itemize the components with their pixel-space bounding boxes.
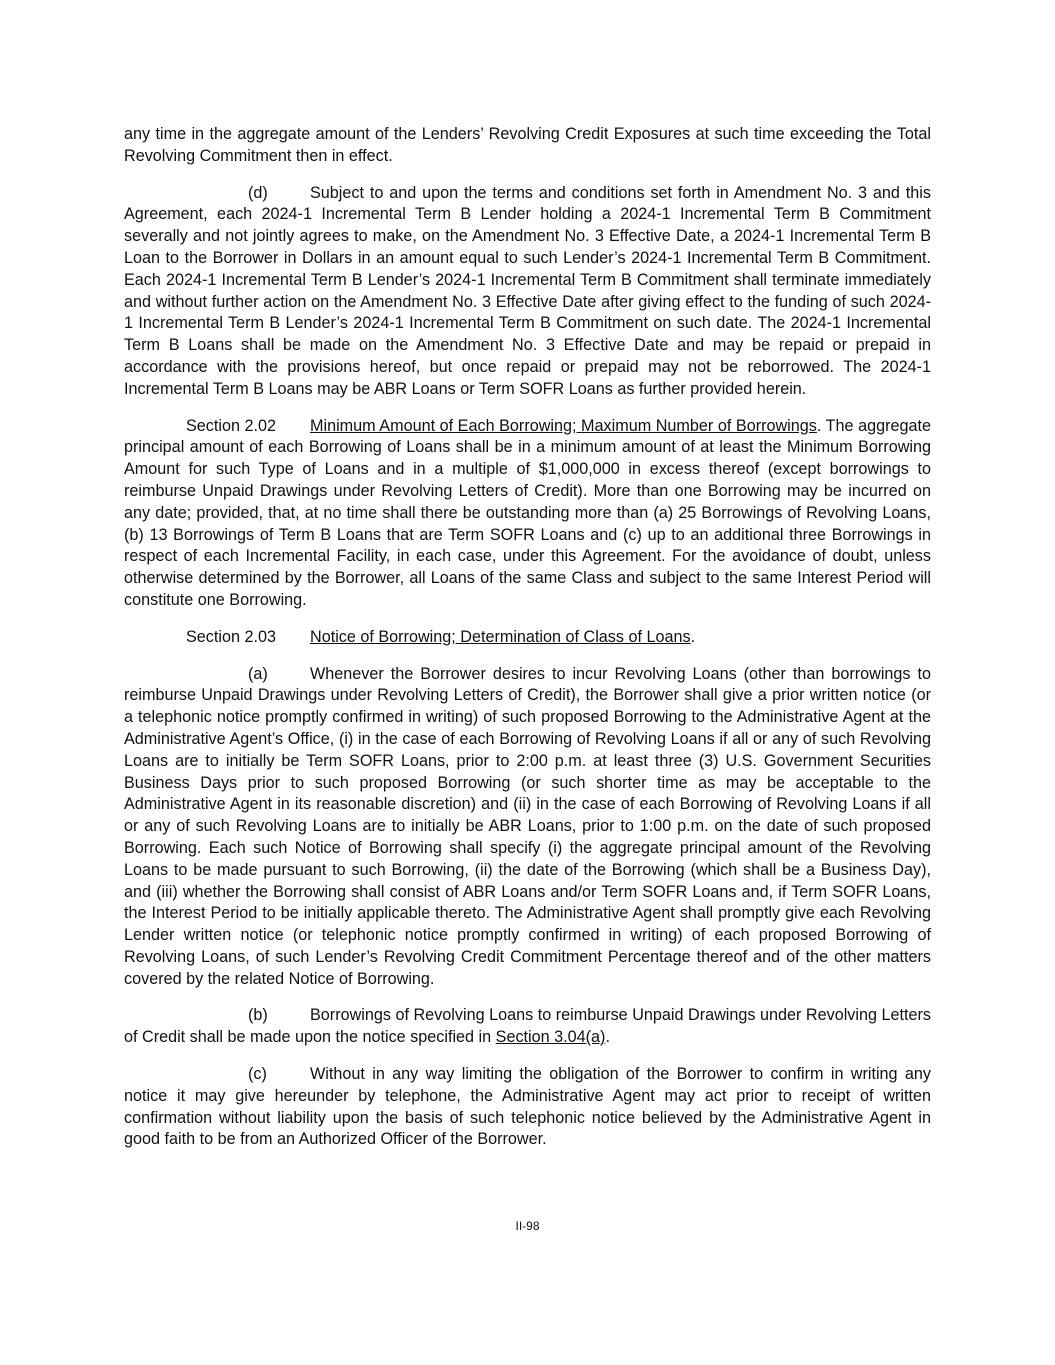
subsection-text: Borrowings of Revolving Loans to reimburse Unpaid Drawings under Revolving Letters of Credit shall be made upon the notice specified in bbox=[124, 1006, 931, 1047]
section-2-02 bbox=[124, 416, 931, 612]
subsection-b bbox=[124, 1005, 931, 1049]
section-reference-link[interactable]: Section 3.04(a) bbox=[495, 1028, 606, 1047]
paragraph-continuation bbox=[124, 124, 931, 168]
section-title: Notice of Borrowing; Determination of Class of Loans bbox=[310, 627, 691, 646]
section-number: Section 2.02 bbox=[186, 416, 276, 435]
document-body bbox=[124, 124, 931, 1166]
subsection-d bbox=[124, 183, 931, 401]
section-title: Minimum Amount of Each Borrowing; Maximum Number of Borrowings bbox=[310, 416, 817, 435]
section-text: The aggregate principal amount of each Borrowing of Loans shall be in a minimum amount of at least the Minimum Borrowing Amount for such Type of Loans and in a multiple of $1,000,000 in excess thereof (except borrowings to reimburse Unpaid Drawings under Revolving Letters of Credit). More than one Borrowing may be incurred on any date; provided, that, at no time shall there be outstanding more than (a) 25 Borrowings of Revolving Loans, (b) 13 Borrowings of Term B Loans that are Term SOFR Loans and (c) up to an additional three Borrowings in respect of each Incremental Facility, in each case, under this Agreement. For the avoidance of doubt, unless otherwise determined by the Borrower, all Loans of the same Class and subject to the same Interest Period will constitute one Borrowing. bbox=[124, 416, 931, 609]
paragraph-text: any time in the aggregate amount of the Lenders’ Revolving Credit Exposures at such time exceeding the Total Revolving Commitment then in effect. bbox=[124, 125, 931, 165]
section-2-03-heading bbox=[124, 627, 931, 649]
subsection-text: Subject to and upon the terms and conditions set forth in Amendment No. 3 and this Agreement, each 2024-1 Incremental Term B Lender holding a 2024-1 Incremental Term B Commitment severally and not jointly agrees to make, on the Amendment No. 3 Effective Date, a 2024-1 Incremental Term B Loan to the Borrower in Dollars in an amount equal to such Lender’s 2024-1 Incremental Term B Commitment. Each 2024-1 Incremental Term B Lender’s 2024-1 Incremental Term B Commitment shall terminate immediately and without further action on the Amendment No. 3 Effective Date after giving effect to the funding of such 2024-1 Incremental Term B Lender’s 2024-1 Incremental Term B Commitment on such date. The 2024-1 Incremental Term B Loans shall be made on the Amendment No. 3 Effective Date and may be repaid or prepaid in accordance with the provisions hereof, but once repaid or prepaid may not be reborrowed. The 2024-1 Incremental Term B Loans may be ABR Loans or Term SOFR Loans as further provided herein. bbox=[124, 183, 931, 398]
sentence-period: . bbox=[605, 1028, 610, 1047]
subsection-a bbox=[124, 664, 931, 991]
section-title-period: . bbox=[690, 627, 696, 646]
subsection-label: (d) bbox=[248, 183, 268, 202]
subsection-label: (b) bbox=[248, 1006, 268, 1025]
subsection-label: (c) bbox=[248, 1065, 267, 1084]
page-number: II-98 bbox=[515, 1219, 540, 1233]
section-title-period: . bbox=[816, 416, 822, 435]
subsection-text: Without in any way limiting the obligation of the Borrower to confirm in writing any notice it may give hereunder by telephone, the Administrative Agent may act prior to receipt of written confirmation without liability upon the basis of such telephonic notice believed by the Administrative Agent in good faith to be from an Authorized Officer of the Borrower. bbox=[124, 1065, 931, 1149]
subsection-label: (a) bbox=[248, 664, 268, 683]
subsection-text: Whenever the Borrower desires to incur Revolving Loans (other than borrowings to reimburse Unpaid Drawings under Revolving Letters of Credit), the Borrower shall give a prior written notice (or a telephonic notice promptly confirmed in writing) of such proposed Borrowing to the Administrative Agent at the Administrative Agent’s Office, (i) in the case of each Borrowing of Revolving Loans if all or any of such Revolving Loans are to initially be Term SOFR Loans, prior to 2:00 p.m. at least three (3) U.S. Government Securities Business Days prior to such proposed Borrowing (or such shorter time as may be acceptable to the Administrative Agent in its reasonable discretion) and (ii) in the case of each Borrowing of Revolving Loans if all or any of such Revolving Loans are to initially be ABR Loans, prior to 1:00 p.m. on the date of such proposed Borrowing. Each such Notice of Borrowing shall specify (i) the aggregate principal amount of the Revolving Loans to be made pursuant to such Borrowing, (ii) the date of the Borrowing (which shall be a Business Day), and (iii) whether the Borrowing shall consist of ABR Loans and/or Term SOFR Loans and, if Term SOFR Loans, the Interest Period to be initially applicable thereto. The Administrative Agent shall promptly give each Revolving Lender written notice (or telephonic notice promptly confirmed in writing) of each proposed Borrowing of Revolving Loans, of such Lender’s Revolving Credit Commitment Percentage thereof and of the other matters covered by the related Notice of Borrowing. bbox=[124, 664, 931, 988]
subsection-c bbox=[124, 1064, 931, 1151]
section-number: Section 2.03 bbox=[186, 627, 276, 646]
